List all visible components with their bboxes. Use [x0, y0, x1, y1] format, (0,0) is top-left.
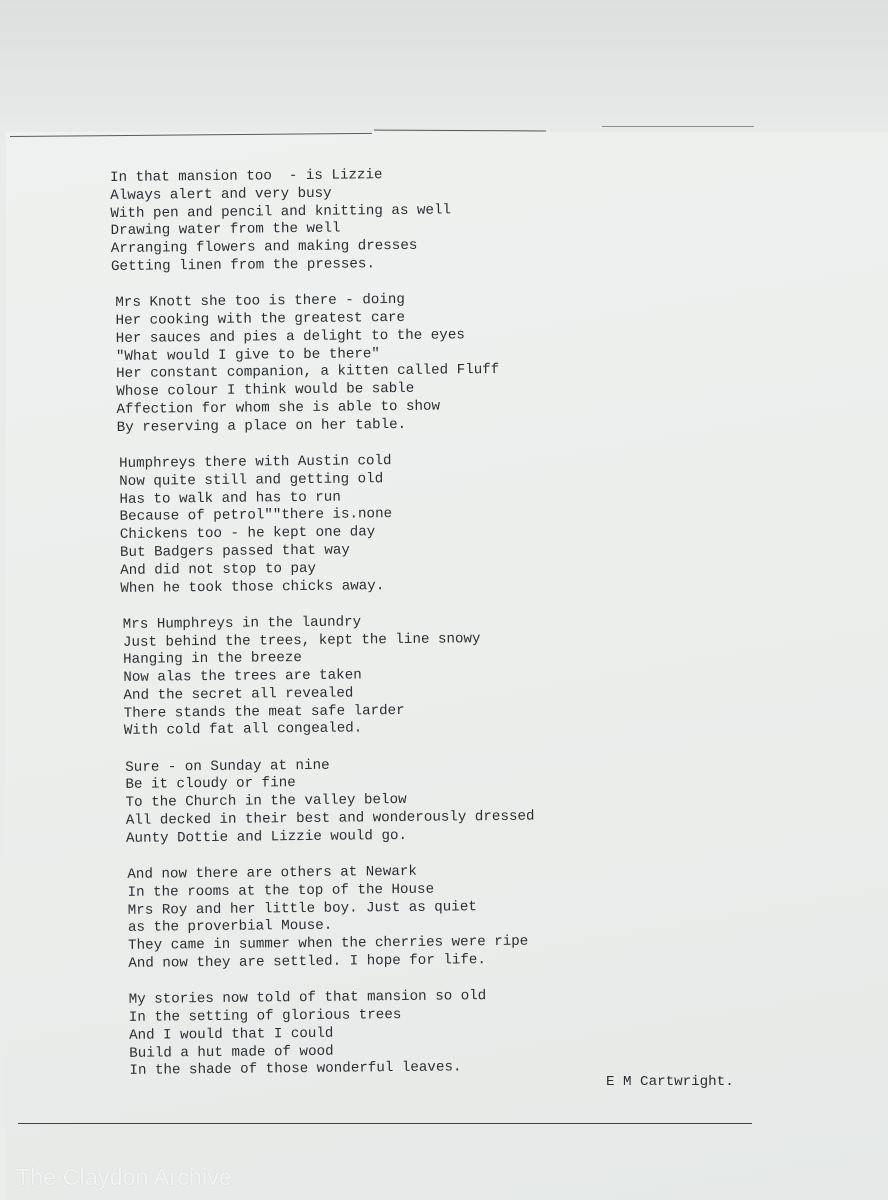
poem-line: To the Church in the valley below	[125, 792, 407, 812]
poem-line: Getting linen from the presses.	[110, 256, 376, 275]
poem-line: as the proverbial Mouse.	[127, 918, 333, 937]
poem-line: There stands the meat safe larder	[123, 702, 405, 722]
poem-stanza	[127, 861, 678, 974]
poem-line: In the setting of glorious trees	[128, 1007, 402, 1026]
poem-line: And now they are settled. I hope for life.	[128, 952, 486, 972]
background-surface	[0, 0, 888, 140]
archive-watermark: The Claydon Archive	[16, 1164, 233, 1190]
poem-line: Humphreys there with Austin cold	[118, 453, 392, 472]
poem-line: And the secret all revealed	[123, 685, 354, 704]
poem-line: Be it cloudy or fine	[125, 775, 296, 794]
poem-line: But Badgers passed that way	[119, 542, 350, 561]
poem-line: Aunty Dottie and Lizzie would go.	[125, 827, 408, 847]
poem-line: Because of petrol""there is.none	[119, 506, 393, 526]
poem-line: Her sauces and pies a delight to the eyes	[115, 327, 465, 347]
poem-line: And did not stop to pay	[120, 560, 317, 579]
poem-stanza	[129, 986, 680, 1081]
poem-stanza	[110, 164, 671, 277]
poem-line: With cold fat all congealed.	[123, 720, 363, 740]
poem-line: My stories now told of that mansion so old	[128, 988, 487, 1009]
poem-line: Has to walk and has to run	[119, 489, 341, 508]
poem-line: Now quite still and getting old	[119, 470, 384, 490]
poem-line: Drawing water from the well	[110, 220, 341, 240]
poem-line: "What would I give to be there"	[115, 345, 380, 365]
poem-line: Mrs Humphreys in the laundry	[122, 614, 362, 633]
poem-stanza	[123, 611, 676, 741]
poem-line: Build a hut made of wood	[129, 1043, 334, 1062]
poem-line: Chickens too - he kept one day	[119, 524, 376, 544]
poem-line: And I would that I could	[128, 1025, 334, 1044]
poem-line: With pen and pencil and knitting as well	[110, 202, 452, 222]
poem-line: Just behind the trees, kept the line snowy	[122, 630, 481, 651]
poem-stanza	[119, 450, 674, 598]
poem-line: Her constant companion, a kitten called Fluff	[116, 362, 500, 383]
poem-stanza	[115, 289, 672, 437]
poem-line: By reserving a place on her table.	[116, 416, 407, 436]
poem-line: Hanging in the breeze	[123, 650, 303, 669]
author-signature: E M Cartwright.	[606, 1074, 734, 1090]
poem-line: In that mansion too - is Lizzie	[110, 167, 383, 186]
poem-line: Always alert and very busy	[110, 185, 332, 204]
poem-line: When he took those chicks away.	[120, 577, 385, 597]
poem-body	[110, 164, 680, 1099]
poem-line: Mrs Roy and her little boy. Just as quiet	[127, 898, 477, 919]
poem-line: Whose colour I think would be sable	[116, 380, 415, 401]
poem-line: They came in summer when the cherries were ripe	[128, 933, 529, 955]
poem-stanza	[125, 754, 677, 849]
poem-line: Arranging flowers and making dresses	[110, 237, 418, 258]
top-rule-right	[602, 126, 754, 127]
poem-line: Sure - on Sunday at nine	[125, 757, 330, 776]
poem-line: Mrs Knott she too is there - doing	[115, 292, 405, 312]
poem-line: In the shade of those wonderful leaves.	[129, 1059, 462, 1080]
bottom-rule	[18, 1123, 752, 1124]
poem-line: And now there are others at Newark	[127, 863, 417, 883]
poem-line: Affection for whom she is able to show	[116, 398, 441, 418]
poem-line: Now alas the trees are taken	[123, 667, 362, 686]
poem-line: Her cooking with the greatest care	[115, 309, 406, 329]
poem-line: All decked in their best and wonderously dressed	[125, 808, 535, 829]
poem-line: In the rooms at the top of the House	[127, 881, 435, 901]
